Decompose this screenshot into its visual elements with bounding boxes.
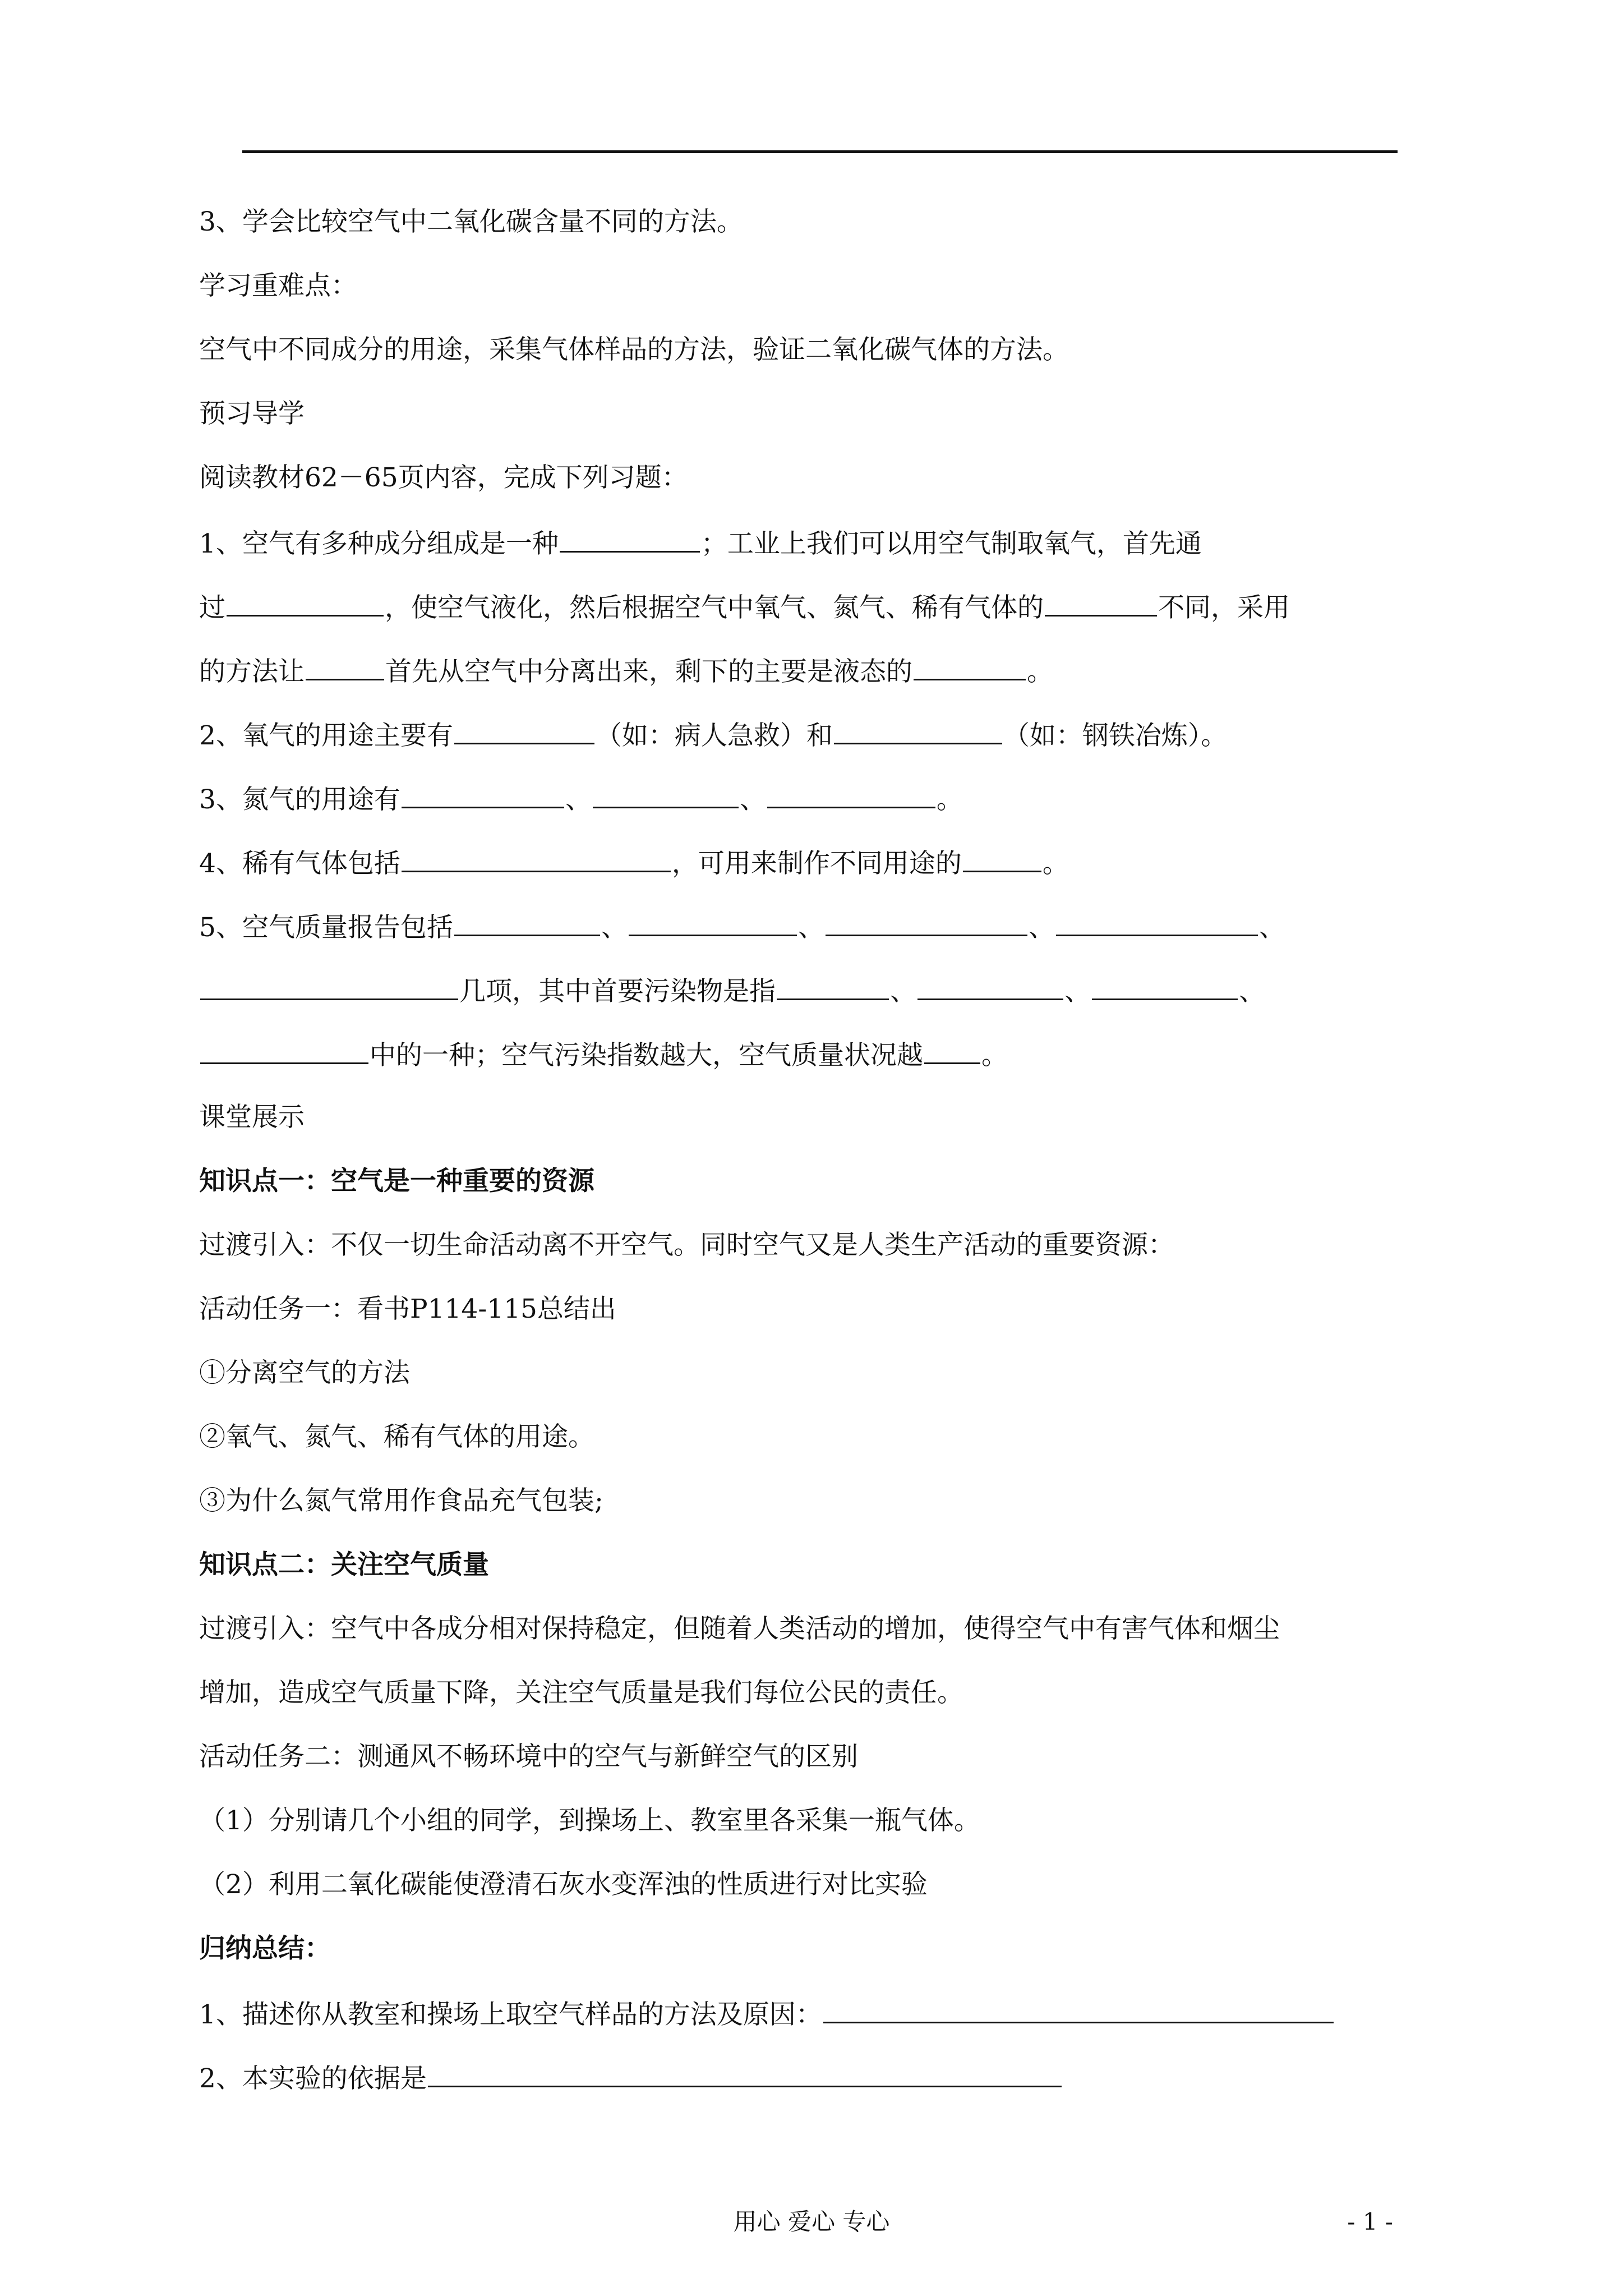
question-text: 首先从空气中分离出来，剩下的主要是液态的 (385, 656, 912, 687)
question-4 (199, 846, 1402, 877)
answer-blank[interactable] (402, 782, 564, 808)
class-heading: 课堂展示 (199, 1102, 305, 1133)
question-text: （如：病人急救）和 (595, 720, 833, 751)
question-text: 不同，采用 (1158, 592, 1290, 623)
answer-blank[interactable] (834, 718, 1002, 744)
question-1-line-1 (199, 526, 1402, 558)
question-text: ，可用来制作不同用途的 (671, 848, 962, 879)
question-1-line-3 (199, 654, 1402, 685)
question-text: ，使空气液化，然后根据空气中氧气、氮气、稀有气体的 (385, 592, 1044, 623)
task-1: 活动任务一：看书P114-115总结出 (199, 1294, 616, 1324)
question-5-line-3 (199, 1038, 1402, 1069)
period: 。 (936, 784, 963, 815)
task-2-item-1: （1）分别请几个小组的同学，到操场上、教室里各采集一瓶气体。 (199, 1805, 980, 1836)
question-text: 中的一种；空气污染指数越大，空气质量状况越 (370, 1040, 923, 1071)
separator: 、 (1028, 912, 1055, 943)
separator: 、 (565, 784, 592, 815)
knowledge-point-2-title: 知识点二：关注空气质量 (199, 1549, 489, 1580)
answer-blank[interactable] (454, 910, 600, 936)
question-text: 3、氮气的用途有 (199, 784, 400, 815)
question-text: 过 (199, 592, 225, 623)
question-text: 几项，其中首要污染物是指 (459, 976, 776, 1007)
period: 。 (1042, 848, 1069, 879)
knowledge-point-2-intro-1: 过渡引入：空气中各成分相对保持稳定，但随着人类活动的增加，使得空气中有害气体和烟尘 (199, 1613, 1280, 1644)
question-text: 2、氧气的用途主要有 (199, 720, 453, 751)
separator: 、 (1239, 976, 1265, 1007)
question-5-line-1 (199, 910, 1402, 941)
question-3 (199, 782, 1402, 813)
separator: 、 (797, 912, 824, 943)
answer-blank[interactable] (823, 1997, 1334, 2023)
task-2-item-2: （2）利用二氧化碳能使澄清石灰水变浑浊的性质进行对比实验 (199, 1869, 928, 1900)
answer-blank[interactable] (227, 590, 384, 616)
answer-blank[interactable] (200, 1038, 368, 1064)
separator: 、 (739, 784, 766, 815)
document-body (199, 206, 1402, 2125)
separator: 、 (1064, 976, 1091, 1007)
answer-blank[interactable] (454, 718, 594, 744)
answer-blank[interactable] (629, 910, 797, 936)
question-2 (199, 718, 1402, 749)
preview-heading: 预习导学 (199, 398, 305, 429)
answer-blank[interactable] (924, 1038, 980, 1064)
separator: 、 (890, 976, 916, 1007)
answer-blank[interactable] (1092, 974, 1238, 1000)
separator: 、 (601, 912, 628, 943)
answer-blank[interactable] (777, 974, 889, 1000)
question-text: ；工业上我们可以用空气制取氧气，首先通 (700, 528, 1202, 559)
answer-blank[interactable] (402, 846, 671, 872)
summary-2 (199, 2061, 1402, 2092)
question-1-line-2 (199, 590, 1402, 622)
answer-blank[interactable] (560, 526, 700, 553)
question-text: 的方法让 (199, 656, 305, 687)
answer-blank[interactable] (914, 654, 1026, 680)
header-rule (242, 150, 1398, 153)
answer-blank[interactable] (963, 846, 1041, 872)
page-number: - 1 - (1347, 2208, 1393, 2235)
answer-blank[interactable] (826, 910, 1027, 936)
answer-blank[interactable] (1056, 910, 1258, 936)
question-text: 1、空气有多种成分组成是一种 (199, 528, 559, 559)
knowledge-point-1-title: 知识点一：空气是一种重要的资源 (199, 1166, 594, 1197)
answer-blank[interactable] (1045, 590, 1157, 616)
key-points-text: 空气中不同成分的用途，采集气体样品的方法，验证二氧化碳气体的方法。 (199, 334, 1069, 365)
question-text: （如：钢铁冶炼）。 (1003, 720, 1228, 751)
answer-blank[interactable] (767, 782, 935, 808)
task-1-item-3: ③为什么氮气常用作食品充气包装; (199, 1485, 603, 1516)
answer-blank[interactable] (306, 654, 384, 680)
answer-blank[interactable] (917, 974, 1063, 1000)
separator: 、 (1258, 912, 1285, 943)
question-text: 2、本实验的依据是 (199, 2063, 427, 2094)
summary-1 (199, 1997, 1402, 2028)
footer-motto: 用心 爱心 专心 (733, 2208, 890, 2235)
knowledge-point-2-intro-2: 增加，造成空气质量下降，关注空气质量是我们每位公民的责任。 (199, 1677, 963, 1708)
task-1-item-1: ①分离空气的方法 (199, 1358, 410, 1388)
period: 。 (981, 1040, 1008, 1071)
question-text: 。 (1027, 656, 1053, 687)
question-text: 5、空气质量报告包括 (199, 912, 453, 943)
summary-heading: 归纳总结： (199, 1933, 331, 1964)
answer-blank[interactable] (593, 782, 739, 808)
knowledge-point-1-intro: 过渡引入：不仅一切生命活动离不开空气。同时空气又是人类生产活动的重要资源： (199, 1230, 1174, 1260)
answer-blank[interactable] (428, 2061, 1062, 2087)
task-2: 活动任务二：测通风不畅环境中的空气与新鲜空气的区别 (199, 1741, 858, 1772)
question-text: 1、描述你从教室和操场上取空气样品的方法及原因： (199, 1999, 822, 2030)
question-5-line-2 (199, 974, 1402, 1005)
preview-intro: 阅读教材62－65页内容，完成下列习题： (199, 462, 688, 493)
objective-3: 3、学会比较空气中二氧化碳含量不同的方法。 (199, 206, 743, 237)
task-1-item-2: ②氧气、氮气、稀有气体的用途。 (199, 1421, 594, 1452)
question-text: 4、稀有气体包括 (199, 848, 400, 879)
answer-blank[interactable] (200, 974, 458, 1000)
key-points-heading: 学习重难点： (199, 270, 357, 301)
